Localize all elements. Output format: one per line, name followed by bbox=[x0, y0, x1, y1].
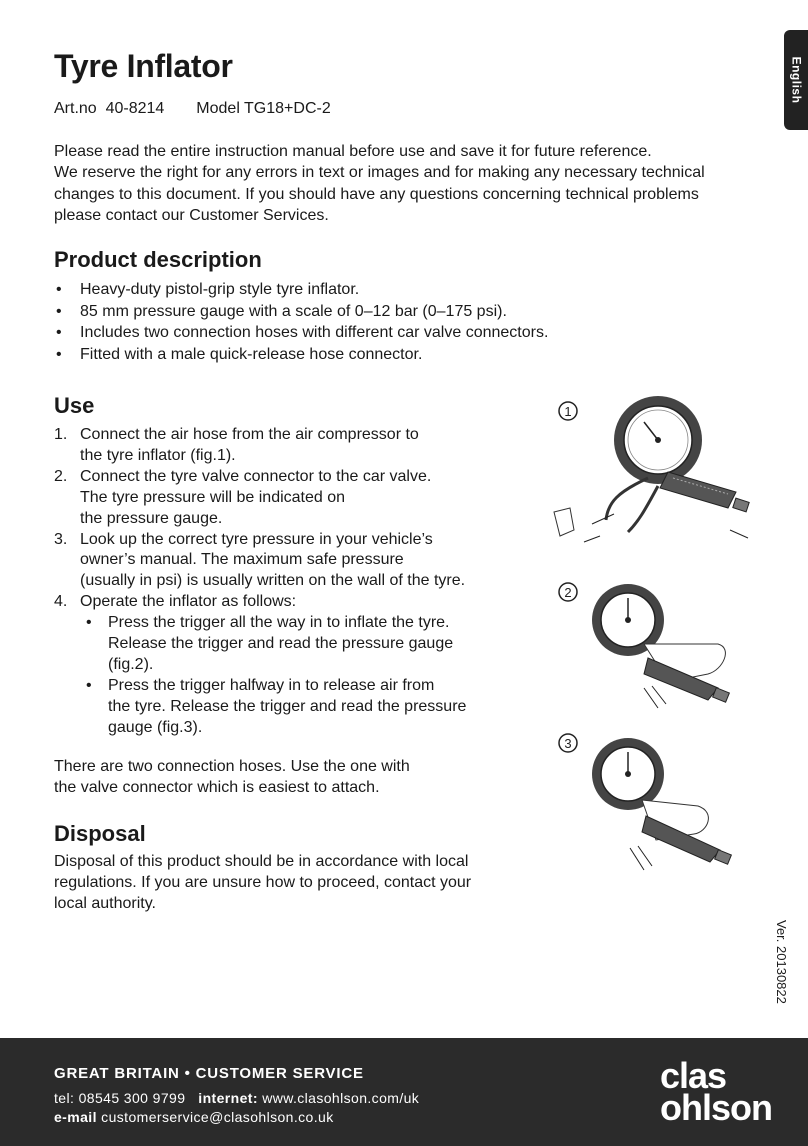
substep-line: gauge (fig.3). bbox=[108, 718, 203, 736]
step-2 bbox=[54, 467, 514, 530]
logo-line-1: clas bbox=[660, 1055, 727, 1096]
press-arrow-icon bbox=[652, 686, 666, 704]
step-line: Look up the correct tyre pressure in your vehicle’s bbox=[80, 530, 433, 548]
intro-line: please contact our Customer Services. bbox=[54, 206, 329, 224]
internet-label: internet: bbox=[198, 1090, 258, 1106]
substep-line: Press the trigger all the way in to inflate the tyre. bbox=[108, 614, 450, 632]
intro-text bbox=[54, 141, 754, 226]
note-line: the valve connector which is easiest to attach. bbox=[54, 779, 380, 796]
substep-line: (fig.2). bbox=[108, 655, 154, 673]
step-line: Connect the tyre valve connector to the car valve. bbox=[80, 467, 432, 485]
article-number: Art.no 40-8214 bbox=[54, 100, 165, 117]
email-label: e-mail bbox=[54, 1109, 97, 1125]
step-line: the pressure gauge. bbox=[80, 509, 223, 527]
page-title: Tyre Inflator bbox=[54, 48, 233, 84]
step-line: owner’s manual. The maximum safe pressure bbox=[80, 551, 404, 569]
logo-line-2: ohlson bbox=[660, 1087, 772, 1128]
disposal-text bbox=[54, 851, 504, 914]
step-number: 1. bbox=[54, 426, 68, 443]
step-4 bbox=[54, 592, 514, 613]
product-description-heading: Product description bbox=[54, 247, 262, 272]
step-line: Connect the air hose from the air compressor to bbox=[80, 426, 419, 443]
step-number: 3. bbox=[54, 530, 68, 548]
bullet: • bbox=[86, 676, 92, 694]
brand-logo bbox=[660, 1055, 772, 1128]
tel-number: 08545 300 9799 bbox=[78, 1090, 186, 1106]
disposal-line: Disposal of this product should be in accordance with local bbox=[54, 853, 469, 870]
step-1 bbox=[54, 425, 514, 467]
step-number: 2. bbox=[54, 467, 68, 485]
use-steps bbox=[54, 425, 514, 739]
gauge-icon bbox=[614, 396, 702, 484]
website-link[interactable]: www.clasohlson.com/uk bbox=[262, 1090, 420, 1106]
step-line: The tyre pressure will be indicated on bbox=[80, 488, 346, 506]
figure-3-illustration bbox=[548, 730, 784, 880]
list-item: • Heavy-duty pistol-grip style tyre inflator. bbox=[54, 279, 548, 301]
list-item: • Includes two connection hoses with different car valve connectors. bbox=[54, 322, 548, 344]
intro-line: Please read the entire instruction manual before use and save it for future reference. bbox=[54, 143, 652, 160]
model-number: Model TG18+DC-2 bbox=[196, 100, 331, 117]
use-heading: Use bbox=[54, 393, 95, 418]
disposal-heading: Disposal bbox=[54, 821, 146, 846]
figure-1-label: 1 bbox=[564, 404, 572, 419]
step-line: (usually in psi) is usually written on the wall of the tyre. bbox=[80, 572, 466, 590]
product-meta bbox=[54, 100, 331, 118]
footer-contact-line bbox=[54, 1090, 419, 1106]
figure-1-illustration bbox=[548, 392, 784, 552]
footer-email-line bbox=[54, 1109, 334, 1125]
hand-icon bbox=[642, 800, 731, 864]
figure-2-label: 2 bbox=[564, 585, 572, 600]
bullet: • bbox=[86, 614, 92, 632]
step-3 bbox=[54, 530, 514, 593]
hoses-note bbox=[54, 756, 504, 798]
footer-heading: GREAT BRITAIN • CUSTOMER SERVICE bbox=[54, 1065, 364, 1082]
step-number: 4. bbox=[54, 593, 68, 611]
note-line: There are two connection hoses. Use the one with bbox=[54, 758, 410, 775]
language-tab bbox=[784, 30, 808, 130]
list-item: • Fitted with a male quick-release hose connector. bbox=[54, 344, 548, 366]
disposal-line: local authority. bbox=[54, 895, 156, 912]
substep-line: the tyre. Release the trigger and read the pressure bbox=[108, 697, 467, 715]
pistol-grip-icon bbox=[660, 472, 749, 512]
figure-2-illustration bbox=[548, 578, 784, 718]
tel-label: tel: bbox=[54, 1090, 75, 1106]
substep-line: Press the trigger halfway in to release air from bbox=[108, 676, 435, 694]
list-item: • 85 mm pressure gauge with a scale of 0–12 bar (0–175 psi). bbox=[54, 301, 548, 323]
email-link[interactable]: customerservice@clasohlson.co.uk bbox=[101, 1109, 334, 1125]
step-line: the tyre inflator (fig.1). bbox=[80, 446, 236, 464]
hand-icon bbox=[644, 644, 729, 702]
substep-release bbox=[54, 676, 514, 739]
language-label: English bbox=[789, 56, 803, 104]
intro-line: changes to this document. If you should have any questions concerning technical problems bbox=[54, 185, 699, 203]
disposal-line: regulations. If you are unsure how to proceed, contact your bbox=[54, 874, 472, 891]
substep-line: Release the trigger and read the pressure gauge bbox=[108, 635, 454, 653]
figure-3-label: 3 bbox=[564, 736, 572, 751]
product-feature-list bbox=[54, 279, 548, 365]
step-line: Operate the inflator as follows: bbox=[80, 593, 297, 611]
footer bbox=[0, 1038, 808, 1146]
intro-line: We reserve the right for any errors in text or images and for making any necessary technical bbox=[54, 164, 705, 182]
gauge-icon bbox=[592, 738, 664, 810]
substep-inflate bbox=[54, 613, 514, 676]
version-label: Ver. 20130822 bbox=[774, 920, 789, 1004]
